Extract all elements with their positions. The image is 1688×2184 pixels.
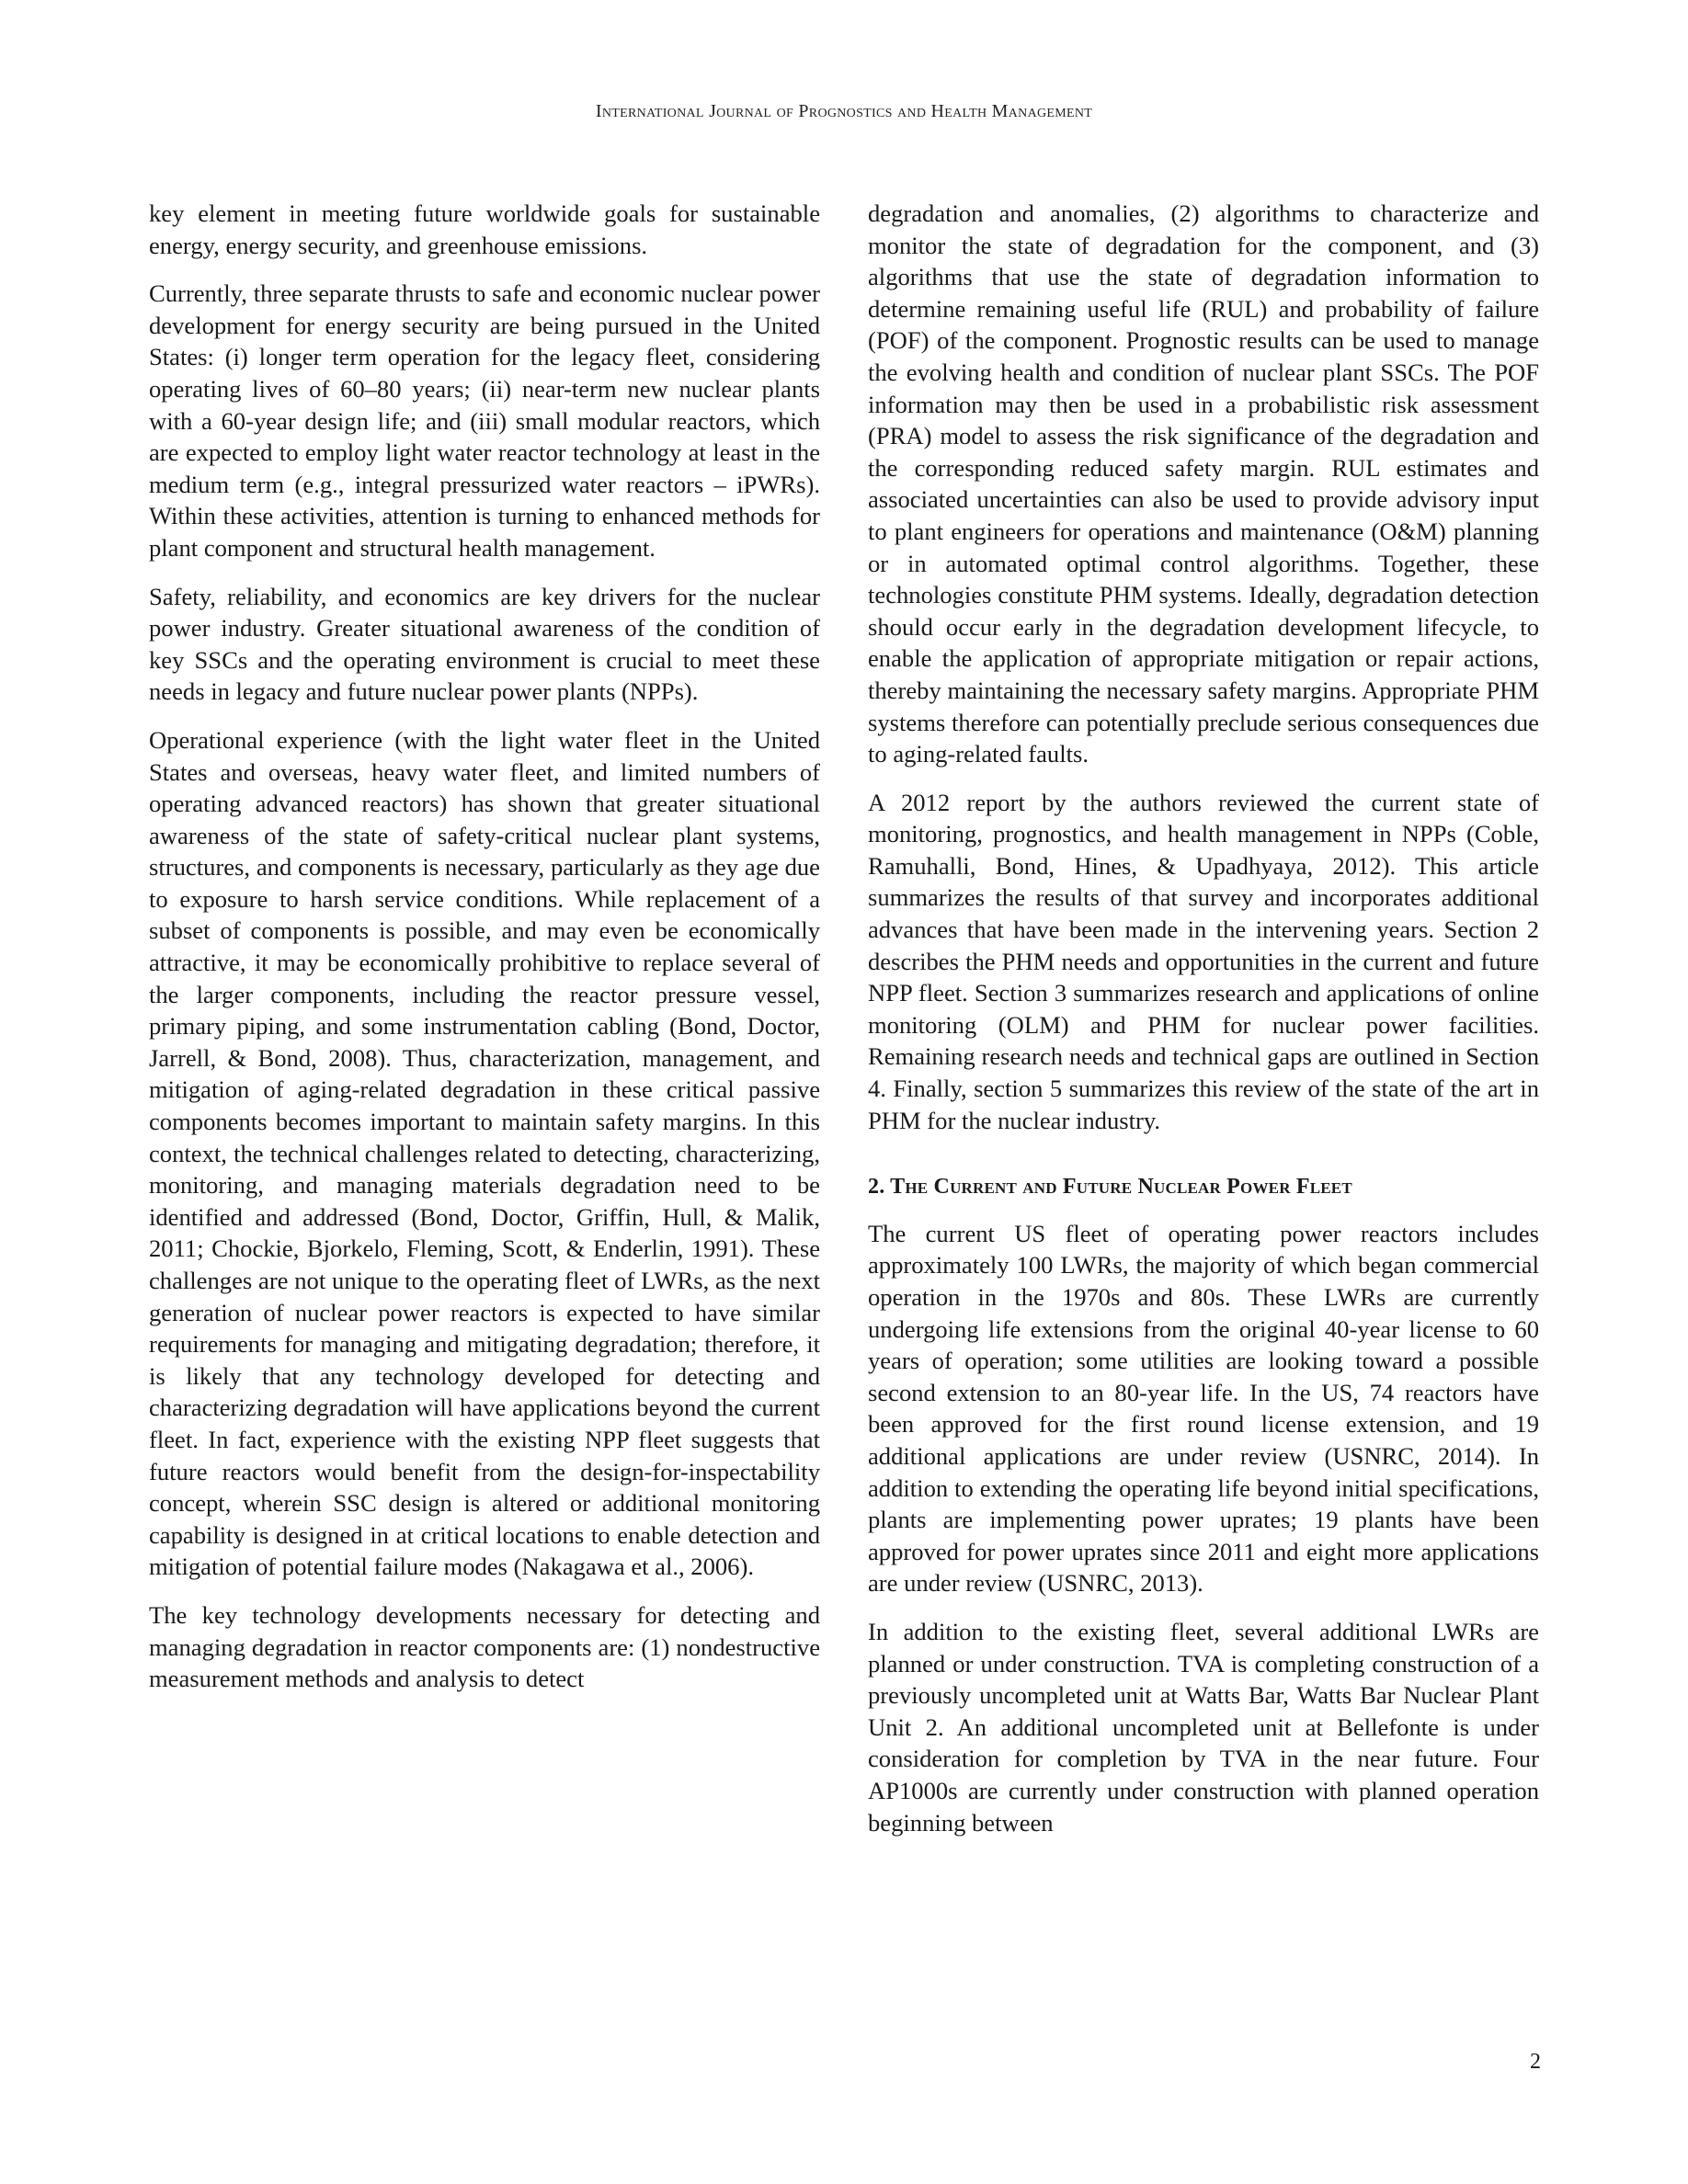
body-paragraph: In addition to the existing fleet, several additional LWRs are planned or under construction. TVA is completing construction of a previously uncompleted unit at Watts Bar, Watts Bar Nuclear Plant Unit 2. An additional uncompleted unit at Bellefonte is under consideration for completion by TVA in the near future. Four AP1000s are currently under construction with planned operation beginning between <box>868 1617 1539 1837</box>
body-paragraph: Currently, three separate thrusts to safe and economic nuclear power development for energy security are being pursued in the United States: (i) longer term operation for the legacy fleet, considering operating lives of 60–80 years; (ii) near-term new nuclear plants with a 60-year design life; and (iii) small modular reactors, which are expected to employ light water reactor technology at least in the medium term (e.g., integral pressurized water reactors – iPWRs). Within these activities, attention is turning to enhanced methods for plant component and structural health management. <box>149 279 820 562</box>
body-paragraph: The key technology developments necessary for detecting and managing degradation in reactor components are: (1) nondestructive measurement methods and analysis to detect <box>149 1600 820 1693</box>
section-heading: 2. The Current and Future Nuclear Power Fleet <box>868 1175 1352 1200</box>
right-column <box>868 198 1539 1855</box>
body-paragraph: A 2012 report by the authors reviewed the current state of monitoring, prognostics, and health management in NPPs (Coble, Ramuhalli, Bond, Hines, & Upadhyaya, 2012). This article summarizes the results of that survey and incorporates additional advances that have been made in the intervening years. Section 2 describes the PHM needs and opportunities in the current and future NPP fleet. Section 3 summarizes research and applications of online monitoring (OLM) and PHM for nuclear power facilities. Remaining research needs and technical gaps are outlined in Section 4. Finally, section 5 summarizes this review of the state of the art in PHM for the nuclear industry. <box>868 788 1539 1134</box>
body-paragraph: Safety, reliability, and economics are key drivers for the nuclear power industry. Greater situational awareness of the condition of key SSCs and the operating environment is crucial to meet these needs in legacy and future nuclear power plants (NPPs). <box>149 582 820 706</box>
running-header: International Journal of Prognostics and Health Management <box>595 101 1093 121</box>
body-paragraph: key element in meeting future worldwide goals for sustainable energy, energy security, and greenhouse emissions. <box>149 199 820 259</box>
body-paragraph: The current US fleet of operating power reactors includes approximately 100 LWRs, the majority of which began commercial operation in the 1970s and 80s. These LWRs are currently undergoing life extensions from the original 40-year license to 60 years of operation; some utilities are looking toward a possible second extension to an 80-year life. In the US, 74 reactors have been approved for the first round license extension, and 19 additional applications are under review (USNRC, 2014). In addition to extending the operating life beyond initial specifications, plants are implementing power uprates; 19 plants have been approved for power uprates since 2011 and eight more applications are under review (USNRC, 2013). <box>868 1219 1539 1598</box>
body-paragraph: Operational experience (with the light water fleet in the United States and overseas, heavy water fleet, and limited numbers of operating advanced reactors) has shown that greater situational awareness of the state of safety-critical nuclear plant systems, structures, and components is necessary, particularly as they age due to exposure to harsh service conditions. While replacement of a subset of components is possible, and may even be economically attractive, it may be economically prohibitive to replace several of the larger components, including the reactor pressure vessel, primary piping, and some instrumentation cabling (Bond, Doctor, Jarrell, & Bond, 2008). Thus, characterization, management, and mitigation of aging-related degradation in these critical passive components becomes important to maintain safety margins. In this context, the technical challenges related to detecting, characterizing, monitoring, and managing materials degradation need to be identified and addressed (Bond, Doctor, Griffin, Hull, & Malik, 2011; Chockie, Bjorkelo, Fleming, Scott, & Enderlin, 1991). These challenges are not unique to the operating fleet of LWRs, as the next generation of nuclear power reactors is expected to have similar requirements for managing and mitigating degradation; therefore, it is likely that any technology developed for detecting and characterizing degradation will have applications beyond the current fleet. In fact, experience with the existing NPP fleet suggests that future reactors would benefit from the design-for-inspectability concept, wherein SSC design is altered or additional monitoring capability is designed in at critical locations to enable detection and mitigation of potential failure modes (Nakagawa et al., 2006). <box>149 725 820 1581</box>
page-number: 2 <box>1530 2050 1541 2074</box>
left-column <box>149 198 820 1712</box>
body-paragraph: degradation and anomalies, (2) algorithms to characterize and monitor the state of degradation for the component, and (3) algorithms that use the state of degradation information to determine remaining useful life (RUL) and probability of failure (POF) of the component. Prognostic results can be used to manage the evolving health and condition of nuclear plant SSCs. The POF information may then be used in a probabilistic risk assessment (PRA) model to assess the risk significance of the degradation and the corresponding reduced safety margin. RUL estimates and associated uncertainties can also be used to provide advisory input to plant engineers for operations and maintenance (O&M) planning or in automated optimal control algorithms. Together, these technologies constitute PHM systems. Ideally, degradation detection should occur early in the degradation development lifecycle, to enable the application of appropriate mitigation or repair actions, thereby maintaining the necessary safety margins. Appropriate PHM systems therefore can potentially preclude serious consequences due to aging-related faults. <box>868 199 1539 768</box>
